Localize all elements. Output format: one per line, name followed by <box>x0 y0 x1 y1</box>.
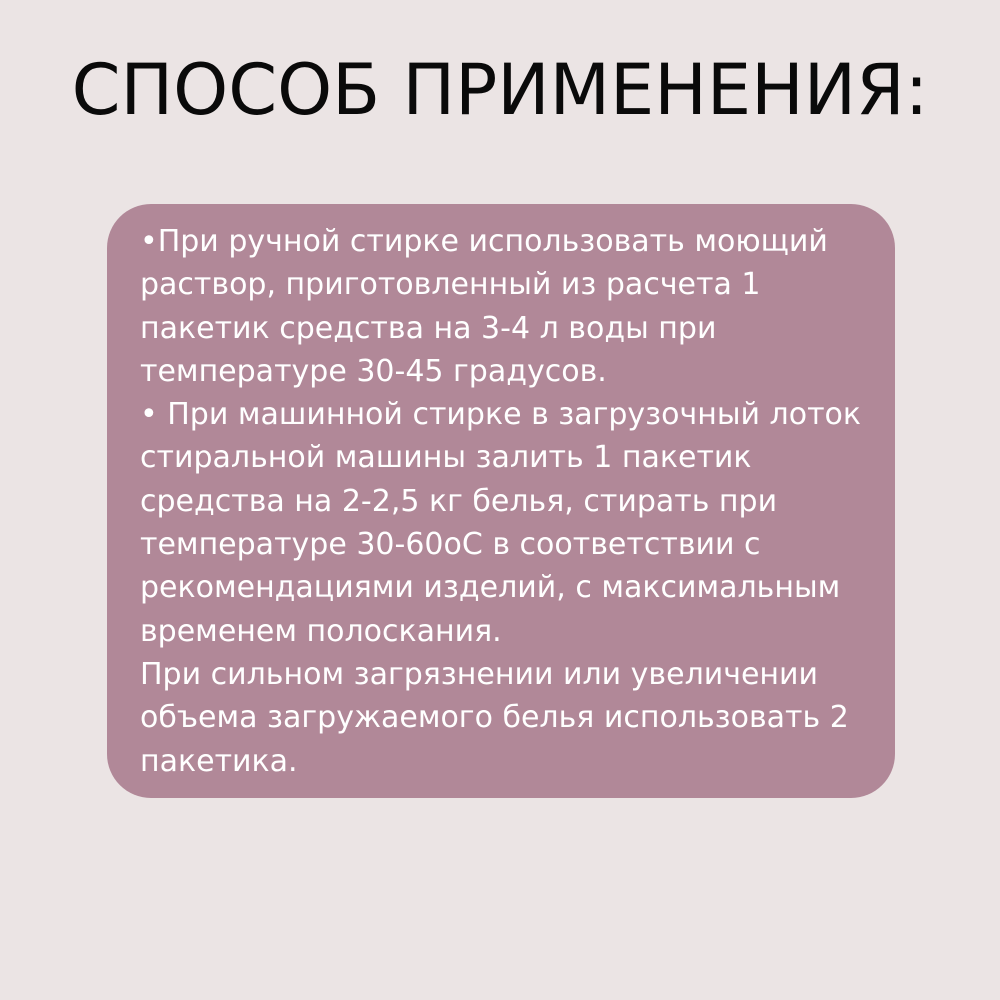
instruction-line: средства на 2-2,5 кг белья, стирать при <box>140 483 778 519</box>
instruction-line: рекомендациями изделий, с максимальным <box>140 570 841 606</box>
instruction-line: При сильном загрязнении или увеличении <box>140 656 819 692</box>
instruction-line: раствор, приготовленный из расчета 1 <box>140 267 761 303</box>
instruction-line: • При машинной стирке в загрузочный лоток <box>140 397 862 433</box>
instruction-line: •При ручной стирке использовать моющий <box>140 224 828 259</box>
instruction-line: температуре 30-60оС в соответствии с <box>140 527 761 563</box>
instruction-line: пакетика. <box>140 743 298 779</box>
page-title: СПОСОБ ПРИМЕНЕНИЯ: <box>71 49 929 131</box>
instruction-line: пакетик средства на 3-4 л воды при <box>140 310 717 346</box>
instruction-line: временем полоскания. <box>140 613 502 649</box>
instruction-line: стиральной машины залить 1 пакетик <box>140 440 752 476</box>
instruction-line: объема загружаемого белья использовать 2 <box>140 700 849 736</box>
instruction-line: температуре 30-45 градусов. <box>140 353 607 389</box>
instructions-text <box>140 220 890 783</box>
instructions-card <box>107 204 895 798</box>
